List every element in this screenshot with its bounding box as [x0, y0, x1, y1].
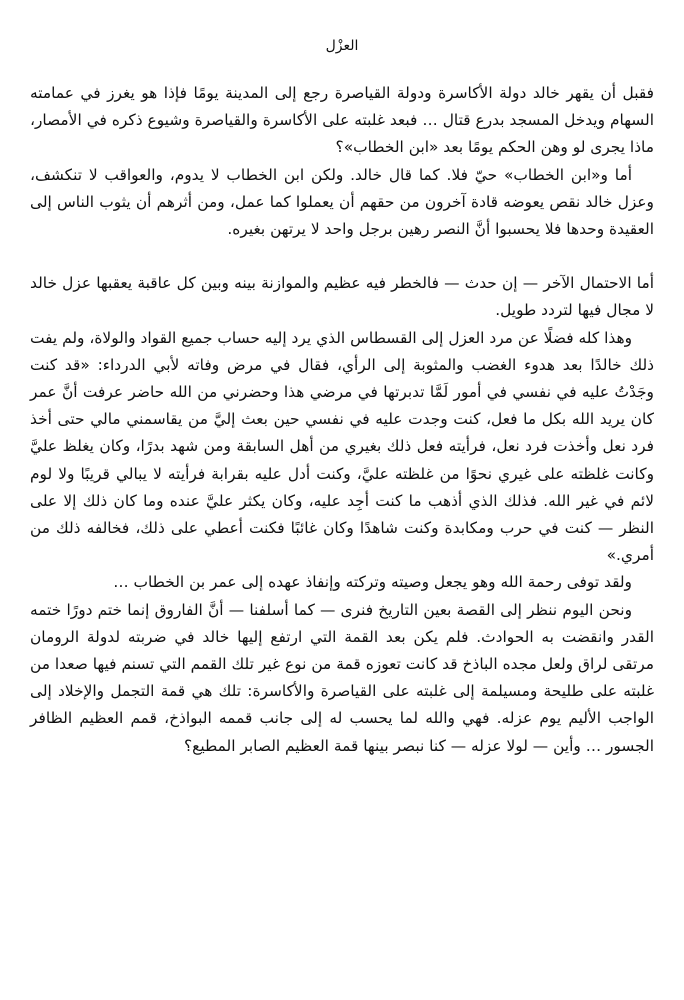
paragraph: ولقد توفى رحمة الله وهو يجعل وصيته وتركته وإنفاذ عهده إلى عمر بن الخطاب … — [113, 573, 632, 592]
paragraph: ونحن اليوم ننظر إلى القصة بعين التاريخ فنرى — كما أسلفنا — أنَّ الفاروق إنما ختم دورًا ختمه القدر وانقضت به الحوادث. فلم يكن بعد القمة التي ارتفع إليها خالد في ضربته لدولة الرومان مرتقى لراق ولعل مجده الباذخ قد كانت تعوزه قمة من نوع غير تلك القمم التي تسنم فيها صعدا من غلبته على طليحة ومسيلمة إلى غلبته على القياصرة والأكاسرة: تلك هي قمة التجمل والإخلاد إلى الواجب الأليم يوم عزله. فهي والله لما يحسب له إلى جانب قممه البواذخ، قمم العظيم الظافر الجسور … وأين — لولا عزله — كنا نبصر بينها قمة العظيم الصابر المطيع؟ — [30, 600, 654, 755]
paragraph: أما و«ابن الخطاب» حيّ فلا. كما قال خالد. ولكن ابن الخطاب لا يدوم، والعواقب لا تنكشف، وعزل خالد نقص يعوضه قادة آخرون من حقهم أن يعملوا كما عمل، ومن أثرهم أن يثوب الناس إلى العقيدة وحدها فلا يحسبوا أنَّ النصر رهين برجل واحد لا يرتهن بغيره. — [30, 165, 654, 239]
document-page — [30, 0, 654, 1000]
paragraph: فقبل أن يقهر خالد دولة الأكاسرة ودولة القياصرة رجع إلى المدينة يومًا فإذا هو يغرز في عمامته السهام ويدخل المسجد بدرع قتال … فبعد غلبته على الأكاسرة والقياصرة وشيوع ذكره في الأمصار، ماذا يجرى لو وهن الحكم يومًا بعد «ابن الخطاب»؟ — [30, 84, 654, 157]
page-title: العزْل — [325, 38, 359, 54]
page-body — [30, 80, 654, 760]
paragraph: وهذا كله فضلًا عن مرد العزل إلى القسطاس الذي يرد إليه حساب جميع القواد والولاة، ولم يفت ذلك خالدًا بعد هدوء الغضب والمثوبة إلى الرأي، فقال في مرض وفاته لأبي الدرداء: «قد كنت وجَدْتُ عليه في نفسي في أمور لَمَّا تدبرتها في مرضي هذا وحضرني من الله حاضر عرفت أنَّ عمر كان يريد الله بكل ما فعل، كنت وجدت عليه في نفسي حين بعث إليَّ من يقاسمني مالي حتى أخذ فرد نعل وأخذت فرد نعل، فرأيته فعل ذلك بغيري من أهل السابقة ومن شهد بدرًا، وكان يغلظ عليَّ وكانت غلظته على غيري نحوًا من غلظته عليَّ، وكنت أدل عليه بقرابة فرأيته لا يبالي قريبًا ولا لوم لائم في غير الله. فذلك الذي أذهب ما كنت أجِد عليه، وكان يكثر عليَّ عنده وما كان ذلك إلا على النظر — كنت في حرب ومكابدة وكنت شاهدًا وكان غائبًا فكنت أعطي على ذلك، فخالفه ذلك من أمري.» — [30, 328, 654, 565]
paragraph: أما الاحتمال الآخر — إن حدث — فالخطر فيه عظيم والموازنة بينه وبين كل عاقبة يعقبها عزل خالد لا مجال فيها لتردد طويل. — [30, 274, 654, 320]
